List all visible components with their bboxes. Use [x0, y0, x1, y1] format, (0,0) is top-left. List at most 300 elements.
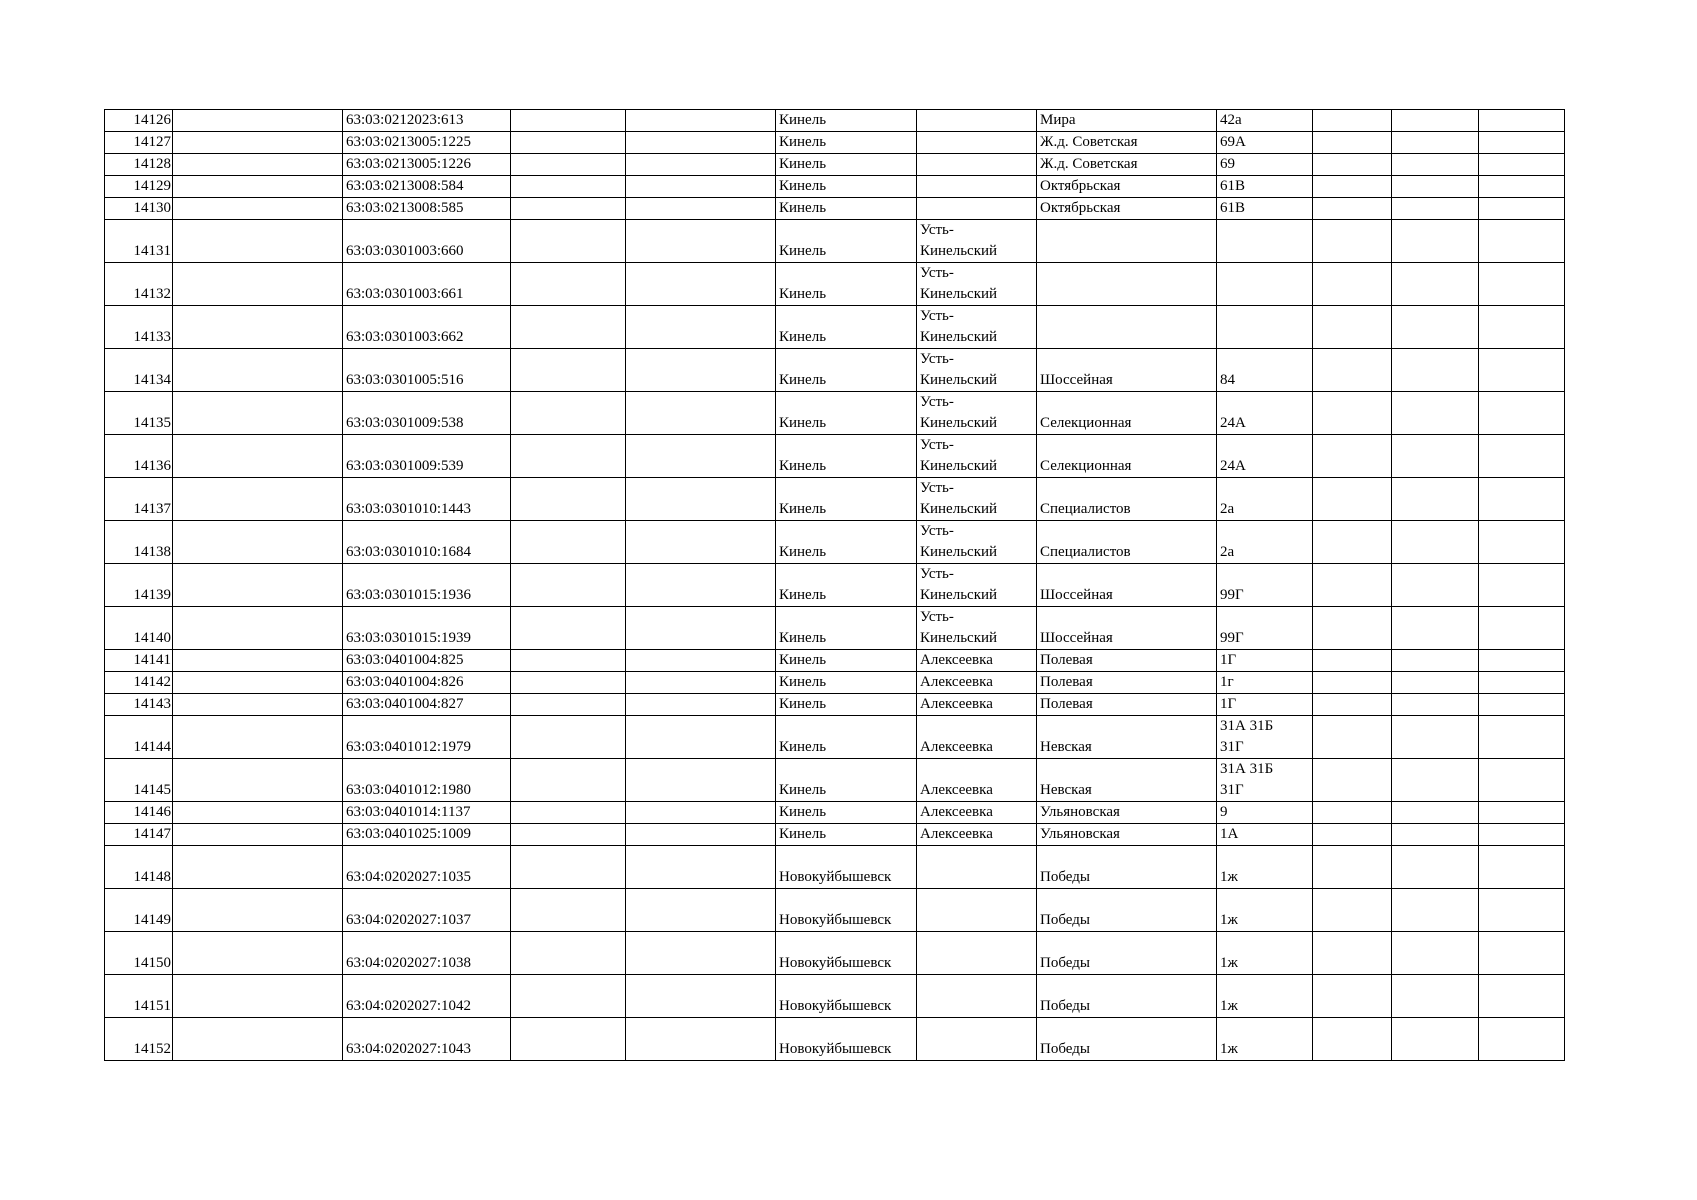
empty-cell: [1313, 716, 1392, 759]
house-number-cell: 1ж: [1217, 1018, 1313, 1061]
empty-cell: [511, 263, 626, 306]
table-row: [105, 650, 1565, 672]
street-cell: [1037, 306, 1217, 349]
empty-cell: [1313, 802, 1392, 824]
table-row: [105, 110, 1565, 132]
empty-cell: [511, 716, 626, 759]
table-row: [105, 932, 1565, 975]
row-number-cell: 14126: [105, 110, 173, 132]
settlement-cell: [917, 932, 1037, 975]
empty-cell: [1392, 824, 1479, 846]
settlement-cell: Алексеевка: [917, 802, 1037, 824]
row-number-cell: 14143: [105, 694, 173, 716]
empty-cell: [1479, 564, 1565, 607]
house-number-cell: 1Г: [1217, 650, 1313, 672]
empty-cell: [626, 306, 776, 349]
empty-cell: [1479, 263, 1565, 306]
empty-cell: [173, 176, 343, 198]
empty-cell: [1313, 889, 1392, 932]
empty-cell: [511, 521, 626, 564]
empty-cell: [1313, 1018, 1392, 1061]
empty-cell: [173, 154, 343, 176]
empty-cell: [511, 435, 626, 478]
empty-cell: [1479, 672, 1565, 694]
empty-cell: [1479, 802, 1565, 824]
empty-cell: [1479, 198, 1565, 220]
house-number-cell: 1ж: [1217, 975, 1313, 1018]
city-cell: Кинель: [776, 521, 917, 564]
settlement-cell: Усть- Кинельский: [917, 521, 1037, 564]
settlement-cell: [917, 132, 1037, 154]
cadastral-number-cell: 63:03:0301003:661: [343, 263, 511, 306]
empty-cell: [173, 759, 343, 802]
empty-cell: [173, 975, 343, 1018]
empty-cell: [1479, 650, 1565, 672]
cadastral-number-cell: 63:03:0301005:516: [343, 349, 511, 392]
empty-cell: [173, 824, 343, 846]
empty-cell: [1313, 306, 1392, 349]
empty-cell: [173, 349, 343, 392]
empty-cell: [1313, 154, 1392, 176]
empty-cell: [511, 392, 626, 435]
street-cell: Ж.д. Советская: [1037, 154, 1217, 176]
empty-cell: [1392, 672, 1479, 694]
house-number-cell: 42а: [1217, 110, 1313, 132]
settlement-cell: [917, 198, 1037, 220]
empty-cell: [626, 607, 776, 650]
empty-cell: [1479, 176, 1565, 198]
city-cell: Кинель: [776, 198, 917, 220]
table-row: [105, 478, 1565, 521]
empty-cell: [1392, 521, 1479, 564]
empty-cell: [511, 132, 626, 154]
table-row: [105, 694, 1565, 716]
house-number-cell: 99Г: [1217, 607, 1313, 650]
empty-cell: [626, 521, 776, 564]
city-cell: Кинель: [776, 154, 917, 176]
empty-cell: [626, 392, 776, 435]
table-row: [105, 220, 1565, 263]
settlement-cell: [917, 110, 1037, 132]
row-number-cell: 14149: [105, 889, 173, 932]
empty-cell: [1313, 607, 1392, 650]
street-cell: Шоссейная: [1037, 349, 1217, 392]
cadastral-number-cell: 63:03:0212023:613: [343, 110, 511, 132]
settlement-cell: Алексеевка: [917, 650, 1037, 672]
cadastral-number-cell: 63:03:0401004:826: [343, 672, 511, 694]
empty-cell: [626, 349, 776, 392]
house-number-cell: 1г: [1217, 672, 1313, 694]
table-row: [105, 564, 1565, 607]
house-number-cell: 69А: [1217, 132, 1313, 154]
empty-cell: [173, 220, 343, 263]
empty-cell: [1392, 306, 1479, 349]
street-cell: Селекционная: [1037, 392, 1217, 435]
empty-cell: [511, 672, 626, 694]
cadastral-number-cell: 63:03:0213008:585: [343, 198, 511, 220]
cadastral-number-cell: 63:03:0401012:1980: [343, 759, 511, 802]
empty-cell: [511, 824, 626, 846]
empty-cell: [173, 716, 343, 759]
street-cell: Полевая: [1037, 694, 1217, 716]
empty-cell: [173, 932, 343, 975]
house-number-cell: [1217, 306, 1313, 349]
empty-cell: [1392, 975, 1479, 1018]
table-row: [105, 802, 1565, 824]
empty-cell: [1313, 198, 1392, 220]
empty-cell: [1392, 650, 1479, 672]
settlement-cell: Алексеевка: [917, 824, 1037, 846]
city-cell: Новокуйбышевск: [776, 889, 917, 932]
cadastral-number-cell: 63:03:0401025:1009: [343, 824, 511, 846]
empty-cell: [626, 802, 776, 824]
row-number-cell: 14138: [105, 521, 173, 564]
empty-cell: [1479, 306, 1565, 349]
cadastral-number-cell: 63:04:0202027:1035: [343, 846, 511, 889]
empty-cell: [626, 716, 776, 759]
empty-cell: [626, 176, 776, 198]
empty-cell: [626, 435, 776, 478]
settlement-cell: Алексеевка: [917, 694, 1037, 716]
table-row: [105, 349, 1565, 392]
table-row: [105, 975, 1565, 1018]
empty-cell: [1313, 132, 1392, 154]
empty-cell: [1479, 349, 1565, 392]
empty-cell: [626, 975, 776, 1018]
house-number-cell: 69: [1217, 154, 1313, 176]
cadastral-number-cell: 63:03:0301010:1443: [343, 478, 511, 521]
cadastral-number-cell: 63:03:0301009:538: [343, 392, 511, 435]
empty-cell: [1392, 349, 1479, 392]
house-number-cell: 99Г: [1217, 564, 1313, 607]
empty-cell: [173, 1018, 343, 1061]
row-number-cell: 14147: [105, 824, 173, 846]
empty-cell: [626, 198, 776, 220]
street-cell: Полевая: [1037, 672, 1217, 694]
empty-cell: [1313, 694, 1392, 716]
table-row: [105, 716, 1565, 759]
empty-cell: [173, 521, 343, 564]
city-cell: Кинель: [776, 759, 917, 802]
empty-cell: [626, 650, 776, 672]
empty-cell: [511, 607, 626, 650]
empty-cell: [1313, 392, 1392, 435]
empty-cell: [173, 650, 343, 672]
city-cell: Новокуйбышевск: [776, 1018, 917, 1061]
table-row: [105, 198, 1565, 220]
empty-cell: [1313, 672, 1392, 694]
row-number-cell: 14142: [105, 672, 173, 694]
registry-table: [104, 109, 1565, 1061]
city-cell: Кинель: [776, 694, 917, 716]
empty-cell: [626, 478, 776, 521]
street-cell: Шоссейная: [1037, 607, 1217, 650]
empty-cell: [1313, 759, 1392, 802]
row-number-cell: 14127: [105, 132, 173, 154]
settlement-cell: [917, 975, 1037, 1018]
house-number-cell: 1ж: [1217, 846, 1313, 889]
city-cell: Новокуйбышевск: [776, 975, 917, 1018]
empty-cell: [1313, 110, 1392, 132]
empty-cell: [511, 1018, 626, 1061]
row-number-cell: 14145: [105, 759, 173, 802]
empty-cell: [626, 759, 776, 802]
row-number-cell: 14133: [105, 306, 173, 349]
street-cell: Победы: [1037, 846, 1217, 889]
house-number-cell: 61В: [1217, 176, 1313, 198]
empty-cell: [1392, 176, 1479, 198]
empty-cell: [173, 564, 343, 607]
empty-cell: [1479, 435, 1565, 478]
cadastral-number-cell: 63:03:0301003:662: [343, 306, 511, 349]
empty-cell: [511, 802, 626, 824]
house-number-cell: 1Г: [1217, 694, 1313, 716]
city-cell: Кинель: [776, 672, 917, 694]
empty-cell: [1479, 694, 1565, 716]
empty-cell: [1479, 716, 1565, 759]
empty-cell: [511, 176, 626, 198]
table-row: [105, 607, 1565, 650]
empty-cell: [1479, 846, 1565, 889]
empty-cell: [1392, 932, 1479, 975]
empty-cell: [1479, 110, 1565, 132]
cadastral-number-cell: 63:03:0301015:1939: [343, 607, 511, 650]
empty-cell: [626, 220, 776, 263]
table-row: [105, 176, 1565, 198]
city-cell: Кинель: [776, 110, 917, 132]
house-number-cell: 84: [1217, 349, 1313, 392]
street-cell: [1037, 263, 1217, 306]
empty-cell: [1392, 132, 1479, 154]
empty-cell: [511, 198, 626, 220]
empty-cell: [511, 975, 626, 1018]
street-cell: Победы: [1037, 932, 1217, 975]
empty-cell: [511, 306, 626, 349]
empty-cell: [626, 824, 776, 846]
street-cell: Победы: [1037, 975, 1217, 1018]
empty-cell: [1392, 110, 1479, 132]
empty-cell: [1479, 392, 1565, 435]
empty-cell: [1392, 220, 1479, 263]
empty-cell: [626, 154, 776, 176]
settlement-cell: Усть- Кинельский: [917, 392, 1037, 435]
empty-cell: [1392, 263, 1479, 306]
settlement-cell: Усть- Кинельский: [917, 564, 1037, 607]
row-number-cell: 14135: [105, 392, 173, 435]
street-cell: Октябрьская: [1037, 176, 1217, 198]
settlement-cell: [917, 846, 1037, 889]
empty-cell: [1392, 802, 1479, 824]
house-number-cell: 31А 31Б 31Г: [1217, 716, 1313, 759]
empty-cell: [626, 932, 776, 975]
empty-cell: [511, 349, 626, 392]
street-cell: Невская: [1037, 759, 1217, 802]
empty-cell: [1313, 975, 1392, 1018]
empty-cell: [626, 889, 776, 932]
city-cell: Кинель: [776, 132, 917, 154]
empty-cell: [173, 263, 343, 306]
row-number-cell: 14136: [105, 435, 173, 478]
table-row: [105, 759, 1565, 802]
empty-cell: [173, 607, 343, 650]
empty-cell: [511, 478, 626, 521]
empty-cell: [1313, 521, 1392, 564]
empty-cell: [1479, 607, 1565, 650]
empty-cell: [1392, 607, 1479, 650]
table-row: [105, 521, 1565, 564]
row-number-cell: 14129: [105, 176, 173, 198]
empty-cell: [173, 694, 343, 716]
house-number-cell: 24А: [1217, 435, 1313, 478]
table-row: [105, 435, 1565, 478]
row-number-cell: 14132: [105, 263, 173, 306]
street-cell: Победы: [1037, 889, 1217, 932]
empty-cell: [1392, 392, 1479, 435]
cadastral-number-cell: 63:03:0301015:1936: [343, 564, 511, 607]
table-row: [105, 1018, 1565, 1061]
table-row: [105, 672, 1565, 694]
settlement-cell: [917, 176, 1037, 198]
empty-cell: [1313, 564, 1392, 607]
row-number-cell: 14146: [105, 802, 173, 824]
empty-cell: [1313, 349, 1392, 392]
city-cell: Кинель: [776, 478, 917, 521]
empty-cell: [1479, 154, 1565, 176]
empty-cell: [173, 846, 343, 889]
settlement-cell: [917, 154, 1037, 176]
settlement-cell: [917, 889, 1037, 932]
empty-cell: [626, 846, 776, 889]
empty-cell: [1479, 932, 1565, 975]
street-cell: Шоссейная: [1037, 564, 1217, 607]
street-cell: Мира: [1037, 110, 1217, 132]
empty-cell: [1392, 198, 1479, 220]
empty-cell: [1479, 220, 1565, 263]
empty-cell: [1392, 154, 1479, 176]
row-number-cell: 14150: [105, 932, 173, 975]
table-row: [105, 824, 1565, 846]
empty-cell: [1313, 932, 1392, 975]
street-cell: [1037, 220, 1217, 263]
cadastral-number-cell: 63:04:0202027:1038: [343, 932, 511, 975]
empty-cell: [1313, 435, 1392, 478]
empty-cell: [173, 672, 343, 694]
house-number-cell: 2а: [1217, 478, 1313, 521]
empty-cell: [173, 306, 343, 349]
empty-cell: [173, 110, 343, 132]
city-cell: Кинель: [776, 607, 917, 650]
empty-cell: [1392, 1018, 1479, 1061]
empty-cell: [1392, 716, 1479, 759]
house-number-cell: 1ж: [1217, 889, 1313, 932]
row-number-cell: 14144: [105, 716, 173, 759]
street-cell: Победы: [1037, 1018, 1217, 1061]
row-number-cell: 14128: [105, 154, 173, 176]
empty-cell: [511, 154, 626, 176]
empty-cell: [1392, 435, 1479, 478]
city-cell: Кинель: [776, 824, 917, 846]
cadastral-number-cell: 63:03:0301003:660: [343, 220, 511, 263]
city-cell: Кинель: [776, 716, 917, 759]
settlement-cell: [917, 1018, 1037, 1061]
empty-cell: [1313, 846, 1392, 889]
row-number-cell: 14148: [105, 846, 173, 889]
row-number-cell: 14134: [105, 349, 173, 392]
empty-cell: [1313, 263, 1392, 306]
empty-cell: [1392, 478, 1479, 521]
settlement-cell: Усть- Кинельский: [917, 349, 1037, 392]
city-cell: Кинель: [776, 435, 917, 478]
cadastral-number-cell: 63:04:0202027:1037: [343, 889, 511, 932]
row-number-cell: 14152: [105, 1018, 173, 1061]
row-number-cell: 14131: [105, 220, 173, 263]
cadastral-number-cell: 63:03:0213005:1225: [343, 132, 511, 154]
empty-cell: [1479, 1018, 1565, 1061]
street-cell: Октябрьская: [1037, 198, 1217, 220]
house-number-cell: 31А 31Б 31Г: [1217, 759, 1313, 802]
city-cell: Кинель: [776, 802, 917, 824]
cadastral-number-cell: 63:03:0401014:1137: [343, 802, 511, 824]
city-cell: Кинель: [776, 564, 917, 607]
row-number-cell: 14151: [105, 975, 173, 1018]
empty-cell: [173, 132, 343, 154]
city-cell: Кинель: [776, 220, 917, 263]
empty-cell: [1479, 975, 1565, 1018]
house-number-cell: [1217, 220, 1313, 263]
empty-cell: [1479, 132, 1565, 154]
empty-cell: [1392, 846, 1479, 889]
settlement-cell: Усть- Кинельский: [917, 263, 1037, 306]
empty-cell: [1392, 889, 1479, 932]
table-row: [105, 263, 1565, 306]
empty-cell: [1313, 824, 1392, 846]
house-number-cell: 1А: [1217, 824, 1313, 846]
cadastral-number-cell: 63:03:0301009:539: [343, 435, 511, 478]
cadastral-number-cell: 63:04:0202027:1043: [343, 1018, 511, 1061]
row-number-cell: 14140: [105, 607, 173, 650]
empty-cell: [626, 263, 776, 306]
street-cell: Специалистов: [1037, 521, 1217, 564]
settlement-cell: Усть- Кинельский: [917, 220, 1037, 263]
empty-cell: [1479, 521, 1565, 564]
street-cell: Специалистов: [1037, 478, 1217, 521]
house-number-cell: 61В: [1217, 198, 1313, 220]
city-cell: Кинель: [776, 650, 917, 672]
city-cell: Кинель: [776, 306, 917, 349]
empty-cell: [173, 802, 343, 824]
empty-cell: [626, 694, 776, 716]
empty-cell: [173, 435, 343, 478]
city-cell: Кинель: [776, 176, 917, 198]
table-row: [105, 392, 1565, 435]
house-number-cell: 1ж: [1217, 932, 1313, 975]
empty-cell: [1479, 824, 1565, 846]
city-cell: Новокуйбышевск: [776, 932, 917, 975]
settlement-cell: Алексеевка: [917, 672, 1037, 694]
empty-cell: [511, 759, 626, 802]
table-row: [105, 846, 1565, 889]
empty-cell: [1313, 650, 1392, 672]
cadastral-number-cell: 63:03:0401004:827: [343, 694, 511, 716]
empty-cell: [1479, 478, 1565, 521]
empty-cell: [626, 672, 776, 694]
cadastral-number-cell: 63:03:0213008:584: [343, 176, 511, 198]
table-row: [105, 154, 1565, 176]
empty-cell: [511, 564, 626, 607]
row-number-cell: 14137: [105, 478, 173, 521]
table-row: [105, 889, 1565, 932]
empty-cell: [173, 889, 343, 932]
